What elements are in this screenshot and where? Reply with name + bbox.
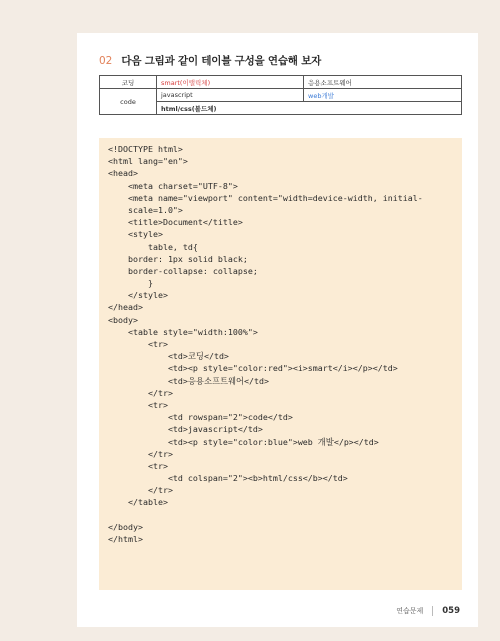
code-line: <td>응용소프트웨어</td> — [108, 375, 270, 386]
example-table — [99, 75, 462, 115]
section-label: 연습문제 — [396, 607, 424, 615]
table-cell: web개발 — [304, 89, 462, 102]
table-row — [100, 89, 462, 102]
table-cell: javascript — [157, 89, 304, 102]
code-line: <td colspan="2"><b>html/css</b></td> — [108, 473, 348, 484]
table-cell: smart(이탤릭체) — [157, 76, 304, 89]
code-line: <td><p style="color:blue">web 개발</p></td> — [108, 436, 379, 447]
code-line: </html> — [108, 534, 143, 544]
table-row — [100, 76, 462, 89]
code-line: </head> — [108, 302, 143, 313]
table-cell: code — [100, 89, 157, 115]
code-line: } — [108, 278, 153, 289]
table-cell: html/css(볼드체) — [157, 102, 462, 115]
code-line: <body> — [108, 314, 138, 325]
code-line: border-collapse: collapse; — [108, 265, 258, 276]
code-line: </body> — [108, 521, 143, 532]
code-line: <meta charset="UTF-8"> — [108, 180, 238, 191]
code-line: <table style="width:100%"> — [108, 326, 258, 337]
page-footer — [396, 606, 460, 616]
code-line: </tr> — [108, 387, 173, 398]
code-line: </tr> — [108, 448, 173, 459]
code-line: <tr> — [108, 460, 168, 471]
code-line: <!DOCTYPE html> — [108, 144, 183, 154]
page — [77, 33, 478, 627]
footer-divider — [432, 606, 433, 616]
code-line: <meta name="viewport" content="width=device-width, initial- — [108, 192, 423, 203]
code-listing — [99, 138, 462, 590]
code-line — [108, 509, 462, 521]
exercise-number: 02 — [99, 54, 113, 67]
code-line: <style> — [108, 229, 163, 240]
code-line: </tr> — [108, 485, 173, 496]
code-line: <td rowspan="2">code</td> — [108, 412, 293, 423]
code-line: <td><p style="color:red"><i>smart</i></p></td> — [108, 363, 398, 374]
code-line: border: 1px solid black; — [108, 253, 248, 264]
code-line: table, td{ — [108, 241, 198, 252]
code-line: </table> — [108, 497, 168, 508]
table-cell: 응용소프트웨어 — [304, 76, 462, 89]
code-line: <html lang="en"> — [108, 156, 188, 167]
code-line: <title>Document</title> — [108, 217, 243, 228]
exercise-heading — [99, 53, 321, 68]
code-line: </style> — [108, 290, 168, 301]
page-number: 059 — [442, 606, 460, 616]
code-line: <td>코딩</td> — [108, 351, 229, 362]
code-line: <head> — [108, 168, 138, 179]
code-line: <tr> — [108, 339, 168, 349]
code-line: <tr> — [108, 399, 168, 410]
code-line: <td>javascript</td> — [108, 424, 263, 435]
code-line: scale=1.0"> — [108, 204, 183, 215]
table-cell: 코딩 — [100, 76, 157, 89]
exercise-title: 다음 그림과 같이 테이블 구성을 연습해 보자 — [121, 55, 322, 67]
